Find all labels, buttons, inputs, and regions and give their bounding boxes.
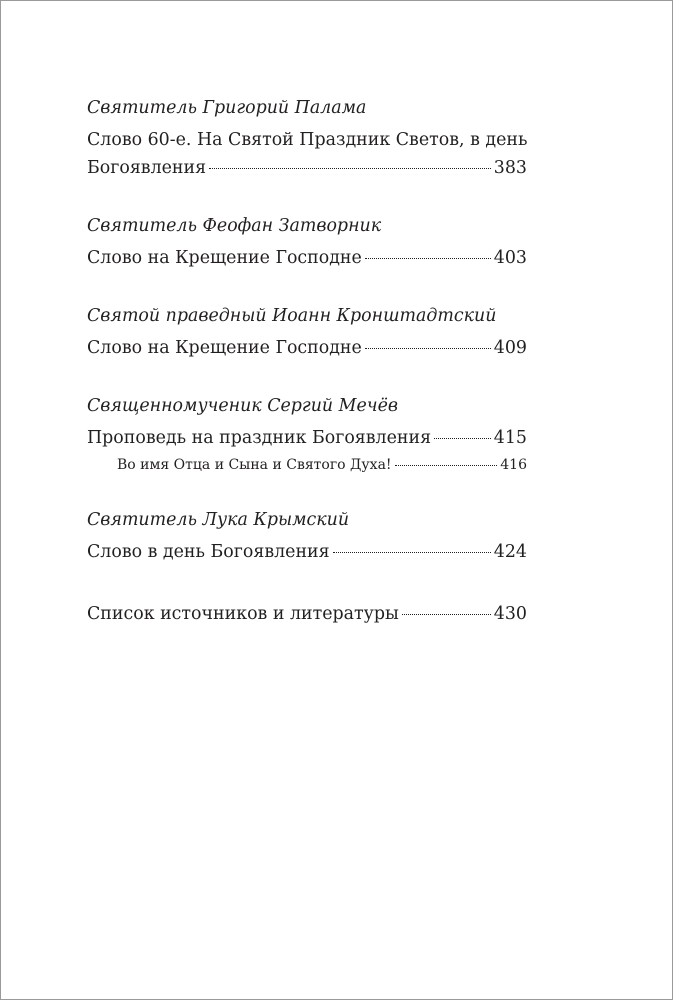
toc-author: Святитель Феофан Затворник xyxy=(87,216,382,236)
toc-page-number: 383 xyxy=(493,158,527,178)
toc-entry[interactable] xyxy=(87,126,527,182)
toc-page-number: 430 xyxy=(493,604,527,624)
toc-author: Святитель Лука Крымский xyxy=(87,510,350,530)
toc-author: Святитель Григорий Палама xyxy=(87,98,367,118)
toc-author: Святой праведный Иоанн Кронштадтский xyxy=(87,306,497,326)
toc-entry-title: Слово в день Богоявления xyxy=(87,542,330,562)
dot-leader xyxy=(402,613,491,615)
dot-leader xyxy=(209,167,491,169)
toc-page-number: 409 xyxy=(493,338,527,358)
toc-author: Священномученик Сергий Мечёв xyxy=(87,396,398,416)
dot-leader xyxy=(434,437,491,439)
toc-subentry-title: Во имя Отца и Сына и Святого Духа! xyxy=(117,457,392,473)
toc-subentry[interactable] xyxy=(87,454,527,476)
dot-leader xyxy=(365,257,491,259)
toc-page-number: 424 xyxy=(493,542,527,562)
toc-entry[interactable] xyxy=(87,424,527,452)
toc-entry[interactable] xyxy=(87,244,527,272)
toc-entry-title: Богоявления xyxy=(87,158,207,178)
toc-page-number: 416 xyxy=(500,457,527,473)
toc-entry-title: Список источников и литературы xyxy=(87,604,399,624)
toc-entry-title: Слово на Крещение Господне xyxy=(87,338,362,358)
dot-leader xyxy=(395,464,498,466)
dot-leader xyxy=(365,347,491,349)
toc-entry[interactable] xyxy=(87,538,527,566)
toc-entry-title-line1: Слово 60-е. На Святой Праздник Светов, в день xyxy=(87,130,528,150)
dot-leader xyxy=(333,551,491,553)
toc-entry[interactable] xyxy=(87,334,527,362)
toc-entry-title: Проповедь на праздник Богоявления xyxy=(87,428,432,448)
table-of-contents xyxy=(87,94,527,628)
toc-entry-bibliography[interactable] xyxy=(87,600,527,628)
toc-page-number: 415 xyxy=(493,428,527,448)
toc-page-number: 403 xyxy=(493,248,527,268)
toc-entry-title: Слово на Крещение Господне xyxy=(87,248,362,268)
